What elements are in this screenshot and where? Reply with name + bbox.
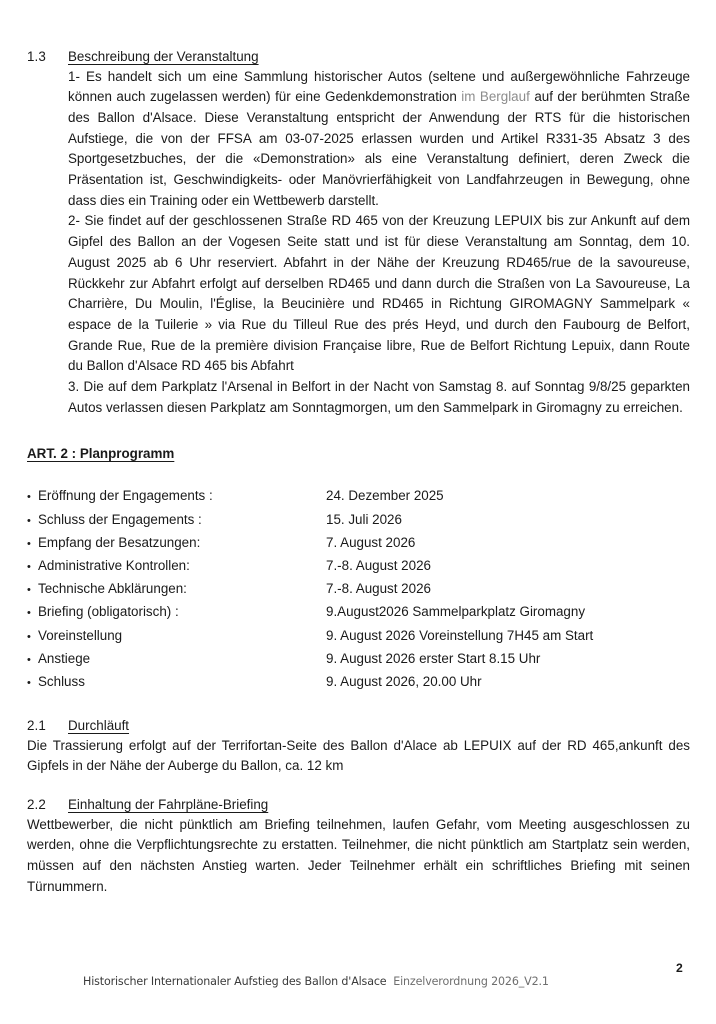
- bullet-icon: •: [27, 491, 31, 504]
- section-heading-2-2: [27, 795, 690, 815]
- paragraph-1-text-b: auf der berühmten Straße des Ballon d'Alsace. Diese Veranstaltung entspricht der Anwendung der RTS für die historischen Aufstiege, die von der FFSA am 03-07-2025 erlassen wurden und Artikel R331-35 Absatz 3 des Sportgesetzbuches, der die «Demonstration» als eine Veranstaltung definiert, deren Zweck die Präsentation ist, Geschwindigkeits- oder Manövrierfähigkeit von Landfahrzeugen in Bewegung, ohne dass dies ein Training oder ein Wettbewerb darstellt.: [68, 89, 690, 208]
- footer-title-row: [83, 974, 549, 989]
- list-item: [27, 532, 690, 555]
- program-value: 9. August 2026 erster Start 8.15 Uhr: [326, 650, 541, 666]
- program-value: 7.-8. August 2026: [326, 581, 431, 597]
- program-label: Schluss: [38, 674, 85, 690]
- list-item: [27, 601, 690, 624]
- spacer-before-article-2: [27, 418, 690, 444]
- section-heading-2-1: [27, 716, 690, 736]
- bullet-icon: •: [27, 630, 31, 643]
- article-2-heading: ART. 2 : Planprogramm: [27, 446, 175, 462]
- program-value: 9. August 2026, 20.00 Uhr: [326, 674, 482, 690]
- bullet-icon: •: [27, 653, 31, 666]
- article-2-heading-row: [27, 444, 690, 463]
- footer-title: Historischer Internationaler Aufstieg des Ballon d'Alsace: [83, 975, 387, 988]
- spacer-before-section-2-1: [27, 694, 690, 716]
- section-number-2-2: 2.2: [27, 797, 46, 813]
- section-title-1-3: Beschreibung der Veranstaltung: [68, 49, 259, 64]
- program-value: 7.-8. August 2026: [326, 558, 431, 574]
- bullet-icon: •: [27, 607, 31, 620]
- program-label: Schluss der Engagements :: [38, 511, 202, 527]
- program-label: Empfang der Besatzungen:: [38, 534, 201, 550]
- section-heading-1-3: [27, 47, 690, 67]
- program-label: Briefing (obligatorisch) :: [38, 604, 179, 620]
- program-value: 15. Juli 2026: [326, 511, 402, 527]
- list-item: [27, 485, 690, 508]
- program-label: Administrative Kontrollen:: [38, 558, 190, 574]
- spacer-before-program-list: [27, 463, 690, 485]
- program-value: 9.August2026 Sammelparkplatz Giromagny: [326, 604, 586, 620]
- program-value: 24. Dezember 2025: [326, 488, 444, 504]
- bullet-icon: •: [27, 584, 31, 597]
- list-item: [27, 671, 690, 694]
- paragraph-2-route: 2- Sie findet auf der geschlossenen Straße RD 465 von der Kreuzung LEPUIX bis zur Ankunft auf dem Gipfel des Ballon an der Vogesen Seite statt und ist für diese Veranstaltung am Sonntag, dem 10. August 2025 ab 6 Uhr reserviert. Abfahrt in der Nähe der Kreuzung RD465/rue de la savoureuse, Rückkehr zur Abfahrt erfolgt auf derselben RD465 und dann durch die Straßen von La Savoureuse, La Charrière, Du Moulin, l'Église, la Beucinière und RD465 in Richtung GIROMAGNY Sammelpark « espace de la Tuilerie » via Rue du Tilleul Rue des prés Heyd, und durch den Faubourg de Belfort, Grande Rue, Rue de la première division Française libre, Rue de Belfort Richtung Lepuix, dann Route du Ballon d'Alsace RD 465 bis Abfahrt: [68, 213, 690, 374]
- list-item: [27, 578, 690, 601]
- list-item: [27, 555, 690, 578]
- footer-version: Einzelverordnung 2026_V2.1: [393, 975, 549, 988]
- document-content: [27, 47, 690, 898]
- bullet-icon: •: [27, 561, 31, 574]
- paragraph-2-2-body: Wettbewerber, die nicht pünktlich am Briefing teilnehmen, laufen Gefahr, vom Meeting ausgeschlossen zu werden, ohne die Verpflichtungsrechte zu erstatten. Teilnehmer, die nicht pünktlich am Startplatz sein werden, müssen auf den nächsten Anstieg warten. Jeder Teilnehmer erhält ein schriftliches Briefing mit seinen Türnummern.: [27, 816, 690, 894]
- list-item: [27, 509, 690, 532]
- paragraph-1-highlight-berglauf: im Berglauf: [461, 89, 530, 105]
- list-item: [27, 625, 690, 648]
- section-title-2-1: Durchläuft: [68, 718, 130, 734]
- page-footer: [0, 961, 716, 1005]
- section-number-2-1: 2.1: [27, 718, 46, 734]
- program-value: 9. August 2026 Voreinstellung 7H45 am Start: [326, 627, 594, 643]
- page-number: 2: [676, 961, 683, 975]
- spacer-before-section-2-2: [27, 777, 690, 795]
- list-item: [27, 648, 690, 671]
- bullet-icon: •: [27, 514, 31, 527]
- bullet-icon: •: [27, 537, 31, 550]
- paragraph-1-text-a: 1- Es handelt sich um eine Sammlung historischer Autos (seltene und außergewöhnliche Fahrzeuge können auch zugelassen werden) für eine Gedenkdemonstration: [68, 68, 690, 105]
- paragraph-2-1-body: Die Trassierung erfolgt auf der Terrifortan-Seite des Ballon d'Alace ab LEPUIX auf der RD 465,ankunft des Gipfels in der Nähe der Auberge du Ballon, ca. 12 km: [27, 737, 690, 774]
- section-title-2-2: Einhaltung der Fahrpläne-Briefing: [68, 797, 269, 813]
- section-number-1-3: 1.3: [27, 49, 46, 64]
- program-schedule-list: [27, 485, 690, 694]
- program-label: Technische Abklärungen:: [38, 581, 187, 597]
- program-label: Eröffnung der Engagements :: [38, 488, 213, 504]
- program-label: Anstiege: [38, 650, 91, 666]
- bullet-icon: •: [27, 677, 31, 690]
- program-value: 7. August 2026: [326, 534, 416, 550]
- paragraph-1-description: [68, 67, 690, 212]
- paragraph-3-parking: 3. Die auf dem Parkplatz l'Arsenal in Belfort in der Nacht von Samstag 8. auf Sonntag 9/8/25 geparkten Autos verlassen diesen Parkplatz am Sonntagmorgen, um den Sammelpark in Giromagny zu erreichen.: [68, 379, 690, 415]
- program-label: Voreinstellung: [38, 627, 123, 643]
